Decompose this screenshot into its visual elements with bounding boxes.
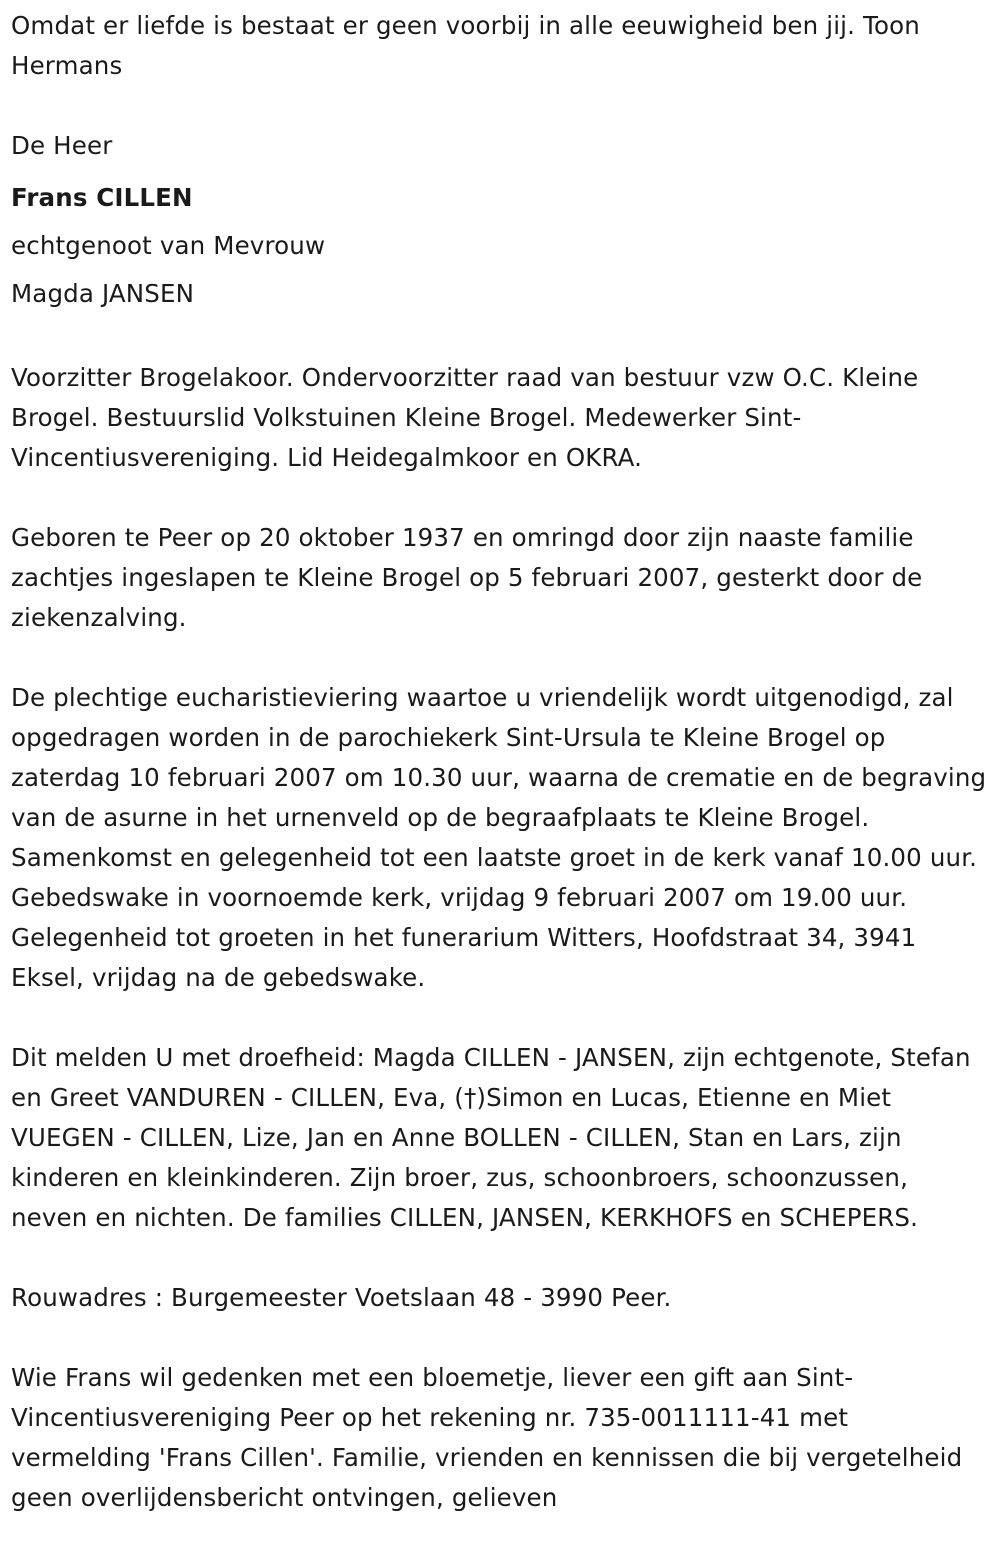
- deceased-name: Frans CILLEN: [11, 183, 193, 212]
- functions-paragraph: Voorzitter Brogelakoor. Ondervoorzitter raad van bestuur vzw O.C. Kleine Brogel. Bestuurslid Volkstuinen Kleine Brogel. Medewerker Sint-Vincentiusvereniging. Lid Heidegalmkoor en OKRA.: [11, 363, 919, 472]
- ceremony-paragraph: De plechtige eucharistieviering waartoe u vriendelijk wordt uitgenodigd, zal opgedragen worden in de parochiekerk Sint-Ursula te Kleine Brogel op zaterdag 10 februari 2007 om 10.30 uur, waarna de crematie en de begraving van de asurne in het urnenveld op de begraafplaats te Kleine Brogel. Samenkomst en gelegenheid tot een laatste groet in de kerk vanaf 10.00 uur. Gebedswake in voornoemde kerk, vrijdag 9 februari 2007 om 19.00 uur. Gelegenheid tot groeten in het funerarium Witters, Hoofdstraat 34, 3941 Eksel, vrijdag na de gebedswake.: [11, 683, 987, 992]
- birth-death-paragraph: Geboren te Peer op 20 oktober 1937 en omringd door zijn naaste familie zachtjes ingeslapen te Kleine Brogel op 5 februari 2007, gesterkt door de ziekenzalving.: [11, 523, 923, 632]
- deceased-title: De Heer: [11, 131, 113, 160]
- quote-paragraph: Omdat er liefde is bestaat er geen voorbij in alle eeuwigheid ben jij. Toon Hermans: [11, 11, 920, 80]
- gift-paragraph: Wie Frans wil gedenken met een bloemetje, liever een gift aan Sint-Vincentiusvereniging Peer op het rekening nr. 735-0011111-41 met vermelding 'Frans Cillen'. Familie, vrienden en kennissen die bij vergetelheid geen overlijdensbericht ontvingen, gelieven: [11, 1363, 963, 1512]
- address-paragraph: Rouwadres : Burgemeester Voetslaan 48 - 3990 Peer.: [11, 1283, 672, 1312]
- deceased-block: [11, 126, 989, 318]
- spouse-name: Magda JANSEN: [11, 279, 195, 308]
- deceased-relation: echtgenoot van Mevrouw: [11, 231, 326, 260]
- obituary-document: [11, 6, 989, 1558]
- family-paragraph: Dit melden U met droefheid: Magda CILLEN - JANSEN, zijn echtgenote, Stefan en Greet VANDUREN - CILLEN, Eva, (†)Simon en Lucas, Etienne en Miet VUEGEN - CILLEN, Lize, Jan en Anne BOLLEN - CILLEN, Stan en Lars, zijn kinderen en kleinkinderen. Zijn broer, zus, schoonbroers, schoonzussen, neven en nichten. De families CILLEN, JANSEN, KERKHOFS en SCHEPERS.: [11, 1043, 971, 1232]
